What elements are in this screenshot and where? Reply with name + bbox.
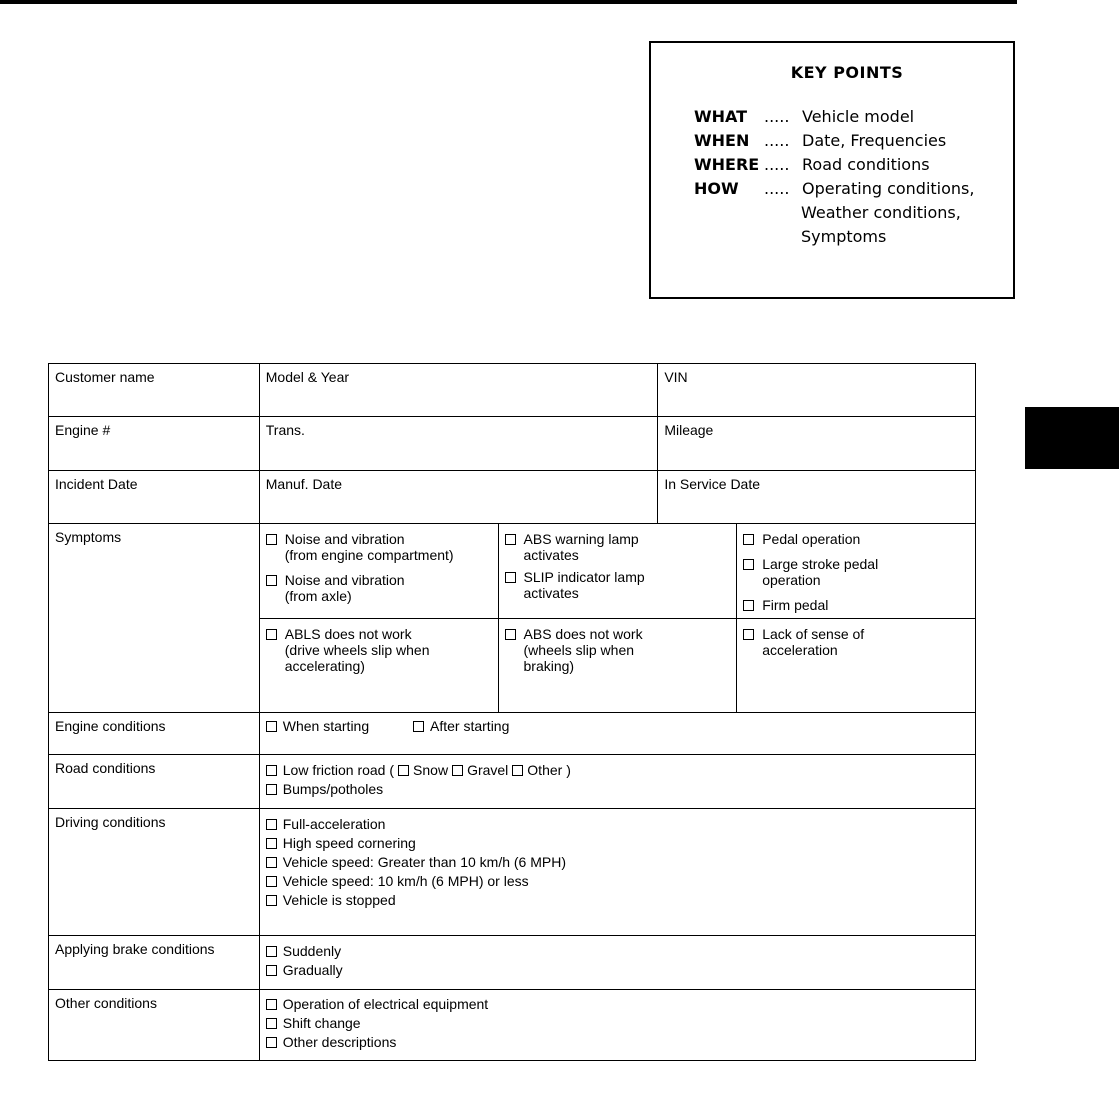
checkbox[interactable] [266,965,277,976]
driving-option[interactable]: Vehicle is stopped [266,892,969,908]
abls-option[interactable]: ABLS does not work (drive wheels slip when accelerating) [266,626,492,674]
checkbox[interactable] [512,765,523,776]
section-tab-marker [1025,407,1119,469]
checkbox[interactable] [743,600,754,611]
engine-number-field[interactable]: Engine # [49,417,260,471]
checkbox[interactable] [266,534,277,545]
noise-engine-option[interactable]: Noise and vibration (from engine compartment) [266,531,492,563]
key-point-where: WHERE ..... Road conditions [694,155,930,174]
checkbox[interactable] [266,857,277,868]
checkbox[interactable] [266,876,277,887]
abs-warning-lamp-option[interactable]: ABS warning lamp activates [505,531,731,563]
checkbox[interactable] [266,819,277,830]
road-conditions-label: Road conditions [49,755,260,809]
key-point-how-cont-1: Weather conditions, [801,203,961,222]
incident-date-field[interactable]: Incident Date [49,471,260,524]
checkbox[interactable] [266,1018,277,1029]
checkbox[interactable] [743,559,754,570]
row-customer [49,364,976,417]
checkbox[interactable] [398,765,409,776]
checkbox[interactable] [266,765,277,776]
key-point-how-cont-2: Symptoms [801,227,887,246]
key-points-title: KEY POINTS [790,63,904,82]
checkbox[interactable] [266,1037,277,1048]
symptoms-label: Symptoms [49,524,260,713]
driving-option[interactable]: Vehicle speed: Greater than 10 km/h (6 MPH) [266,854,969,870]
checkbox[interactable] [743,534,754,545]
key-point-when: WHEN ..... Date, Frequencies [694,131,947,150]
row-engine [49,417,976,471]
brake-conditions-label: Applying brake conditions [49,936,260,990]
checkbox[interactable] [505,572,516,583]
row-dates [49,471,976,524]
when-starting-option[interactable]: When starting [266,718,369,734]
abs-not-work-option[interactable]: ABS does not work (wheels slip when braking) [505,626,731,674]
other-option[interactable]: Shift change [266,1015,969,1031]
symptoms-abs-cell [498,619,737,713]
checkbox[interactable] [266,629,277,640]
key-point-what: WHAT ..... Vehicle model [694,107,915,126]
brake-gradually-option[interactable]: Gradually [266,962,969,978]
checkbox[interactable] [266,721,277,732]
checkbox[interactable] [452,765,463,776]
checkbox[interactable] [743,629,754,640]
row-brake-conditions [49,936,976,990]
symptoms-lamp-cell [498,524,737,619]
row-driving-conditions [49,809,976,936]
driving-option[interactable]: Full-acceleration [266,816,969,832]
lack-acceleration-option[interactable]: Lack of sense of acceleration [743,626,969,658]
diagnostic-worksheet-table [48,363,976,1061]
engine-conditions-label: Engine conditions [49,713,260,755]
vin-field[interactable]: VIN [658,364,976,417]
row-other-conditions [49,990,976,1061]
driving-option[interactable]: High speed cornering [266,835,969,851]
row-symptoms-top [49,524,976,619]
checkbox[interactable] [413,721,424,732]
checkbox[interactable] [266,575,277,586]
key-point-how: HOW ..... Operating conditions, [694,179,975,198]
noise-axle-option[interactable]: Noise and vibration (from axle) [266,572,492,604]
customer-name-field[interactable]: Customer name [49,364,260,417]
driving-option[interactable]: Vehicle speed: 10 km/h (6 MPH) or less [266,873,969,889]
symptoms-abls-cell [259,619,498,713]
checkbox[interactable] [266,946,277,957]
low-friction-option[interactable]: Low friction road ( Snow Gravel Other ) [266,762,969,778]
driving-conditions-label: Driving conditions [49,809,260,936]
other-conditions-label: Other conditions [49,990,260,1061]
in-service-date-field[interactable]: In Service Date [658,471,976,524]
row-road-conditions [49,755,976,809]
checkbox[interactable] [505,629,516,640]
mileage-field[interactable]: Mileage [658,417,976,471]
checkbox[interactable] [266,999,277,1010]
checkbox[interactable] [266,784,277,795]
firm-pedal-option[interactable]: Firm pedal [743,597,969,613]
symptoms-pedal-cell [737,524,976,619]
key-points-box [649,41,1015,299]
model-year-field[interactable]: Model & Year [259,364,658,417]
slip-indicator-option[interactable]: SLIP indicator lamp activates [505,569,731,601]
manuf-date-field[interactable]: Manuf. Date [259,471,658,524]
checkbox[interactable] [266,895,277,906]
pedal-operation-option[interactable]: Pedal operation [743,531,969,547]
top-rule [0,0,1017,4]
bumps-option[interactable]: Bumps/potholes [266,781,969,797]
large-stroke-option[interactable]: Large stroke pedal operation [743,556,969,588]
after-starting-option[interactable]: After starting [413,718,509,734]
other-option[interactable]: Other descriptions [266,1034,969,1050]
checkbox[interactable] [505,534,516,545]
other-option[interactable]: Operation of electrical equipment [266,996,969,1012]
brake-suddenly-option[interactable]: Suddenly [266,943,969,959]
symptoms-noise-cell [259,524,498,619]
row-engine-conditions [49,713,976,755]
checkbox[interactable] [266,838,277,849]
trans-field[interactable]: Trans. [259,417,658,471]
symptoms-accel-cell [737,619,976,713]
